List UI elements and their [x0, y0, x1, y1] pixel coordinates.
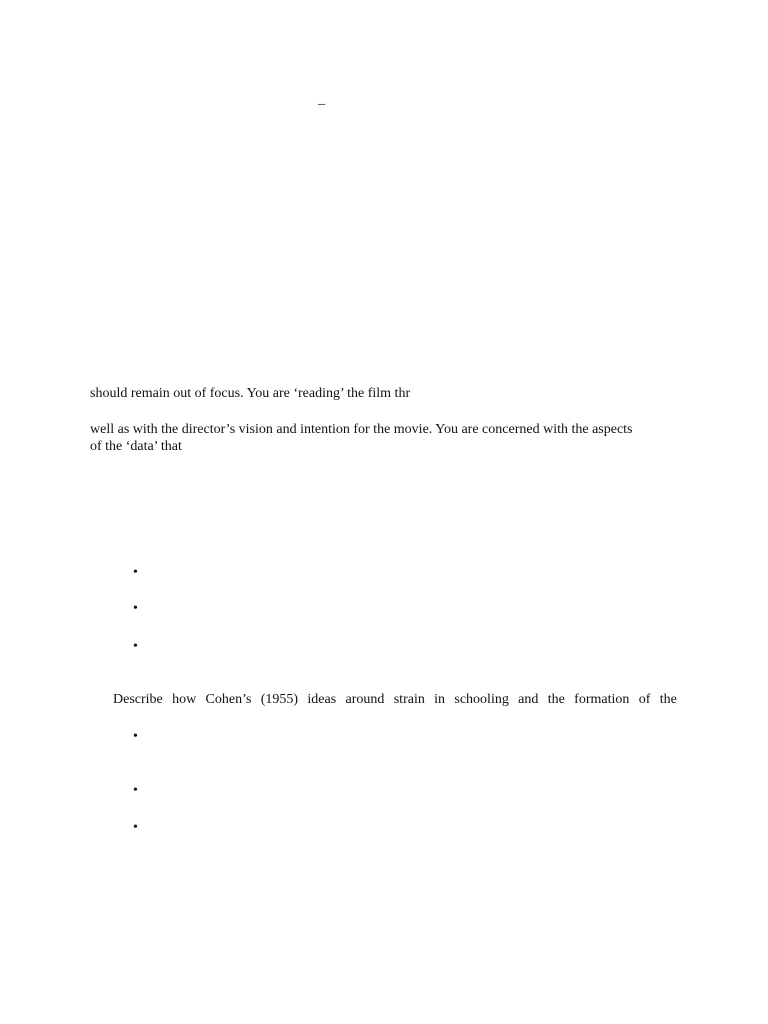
list-bullet: •	[133, 820, 138, 835]
describe-question-line	[113, 692, 677, 708]
word: the	[547, 692, 565, 707]
list-bullet: •	[133, 783, 138, 798]
word: Describe	[113, 692, 163, 707]
list-bullet: •	[133, 639, 138, 654]
word: ideas	[307, 692, 337, 707]
word: of	[638, 692, 651, 707]
word: how	[172, 692, 197, 707]
list-bullet: •	[133, 565, 138, 580]
paragraph-line-focus: should remain out of focus. You are ‘reading’ the film thr	[90, 386, 411, 401]
word: the	[659, 692, 677, 707]
word: and	[518, 692, 539, 707]
word: schooling	[454, 692, 509, 707]
word: strain	[393, 692, 425, 707]
header-dash: _	[318, 92, 325, 107]
list-bullet: •	[133, 601, 138, 616]
paragraph-line-data: of the ‘data’ that	[90, 439, 182, 454]
word: formation	[574, 692, 630, 707]
word: around	[345, 692, 385, 707]
word: Cohen’s	[205, 692, 252, 707]
list-bullet: •	[133, 729, 138, 744]
paragraph-line-director: well as with the director’s vision and intention for the movie. You are concerned with the aspects	[90, 422, 633, 437]
word: (1955)	[260, 692, 299, 707]
word: in	[434, 692, 446, 707]
